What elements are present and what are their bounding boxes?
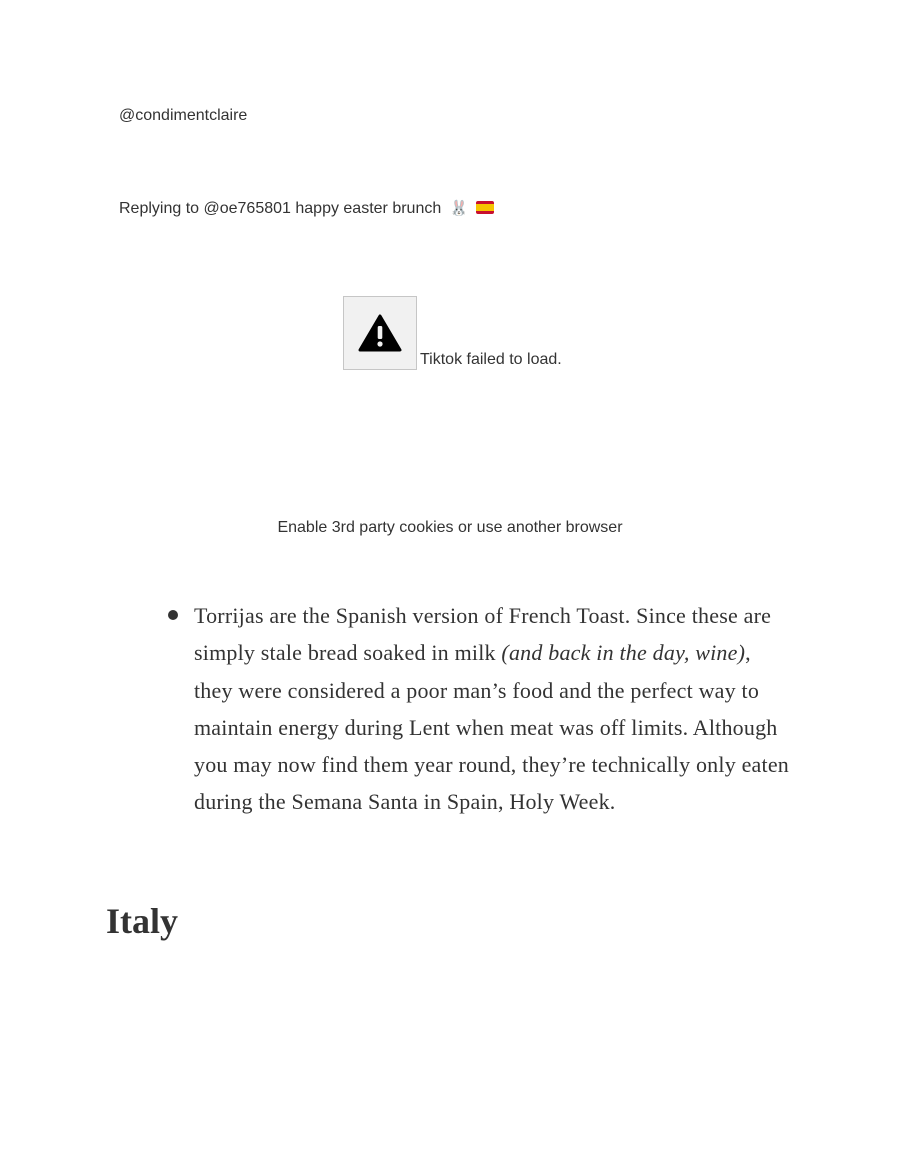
- section-heading: Italy: [106, 901, 178, 941]
- bullet-text-end: , they were considered a poor man’s food and the perfect way to maintain energy during Lent when meat was off limits. Although you may now find them year round, they’re technically only eaten during the Semana Santa in Spain, Holy Week.: [194, 640, 789, 815]
- list-item: [194, 597, 794, 821]
- tiktok-caption: [119, 199, 494, 219]
- embed-error-text: Tiktok failed to load.: [420, 351, 562, 368]
- caption-text: Replying to @oe765801 happy easter brunch: [119, 200, 442, 217]
- tiktok-embed-error: [343, 296, 562, 370]
- warning-icon: [358, 314, 402, 352]
- cookie-notice: Enable 3rd party cookies or use another browser: [277, 519, 623, 536]
- tiktok-author-handle[interactable]: @condimentclaire: [119, 107, 248, 124]
- rabbit-emoji-icon: 🐰: [449, 200, 469, 217]
- bullet-text-italic: (and back in the day, wine): [501, 640, 746, 666]
- bullet-text: Torrijas are the Spanish version of French Toast. Since these are simply stale bread soaked in milk: [194, 603, 772, 666]
- broken-image-placeholder: [343, 296, 417, 370]
- spain-flag-icon: [476, 201, 494, 214]
- article-bullet-list: [194, 597, 794, 821]
- bullet-icon: [168, 610, 178, 620]
